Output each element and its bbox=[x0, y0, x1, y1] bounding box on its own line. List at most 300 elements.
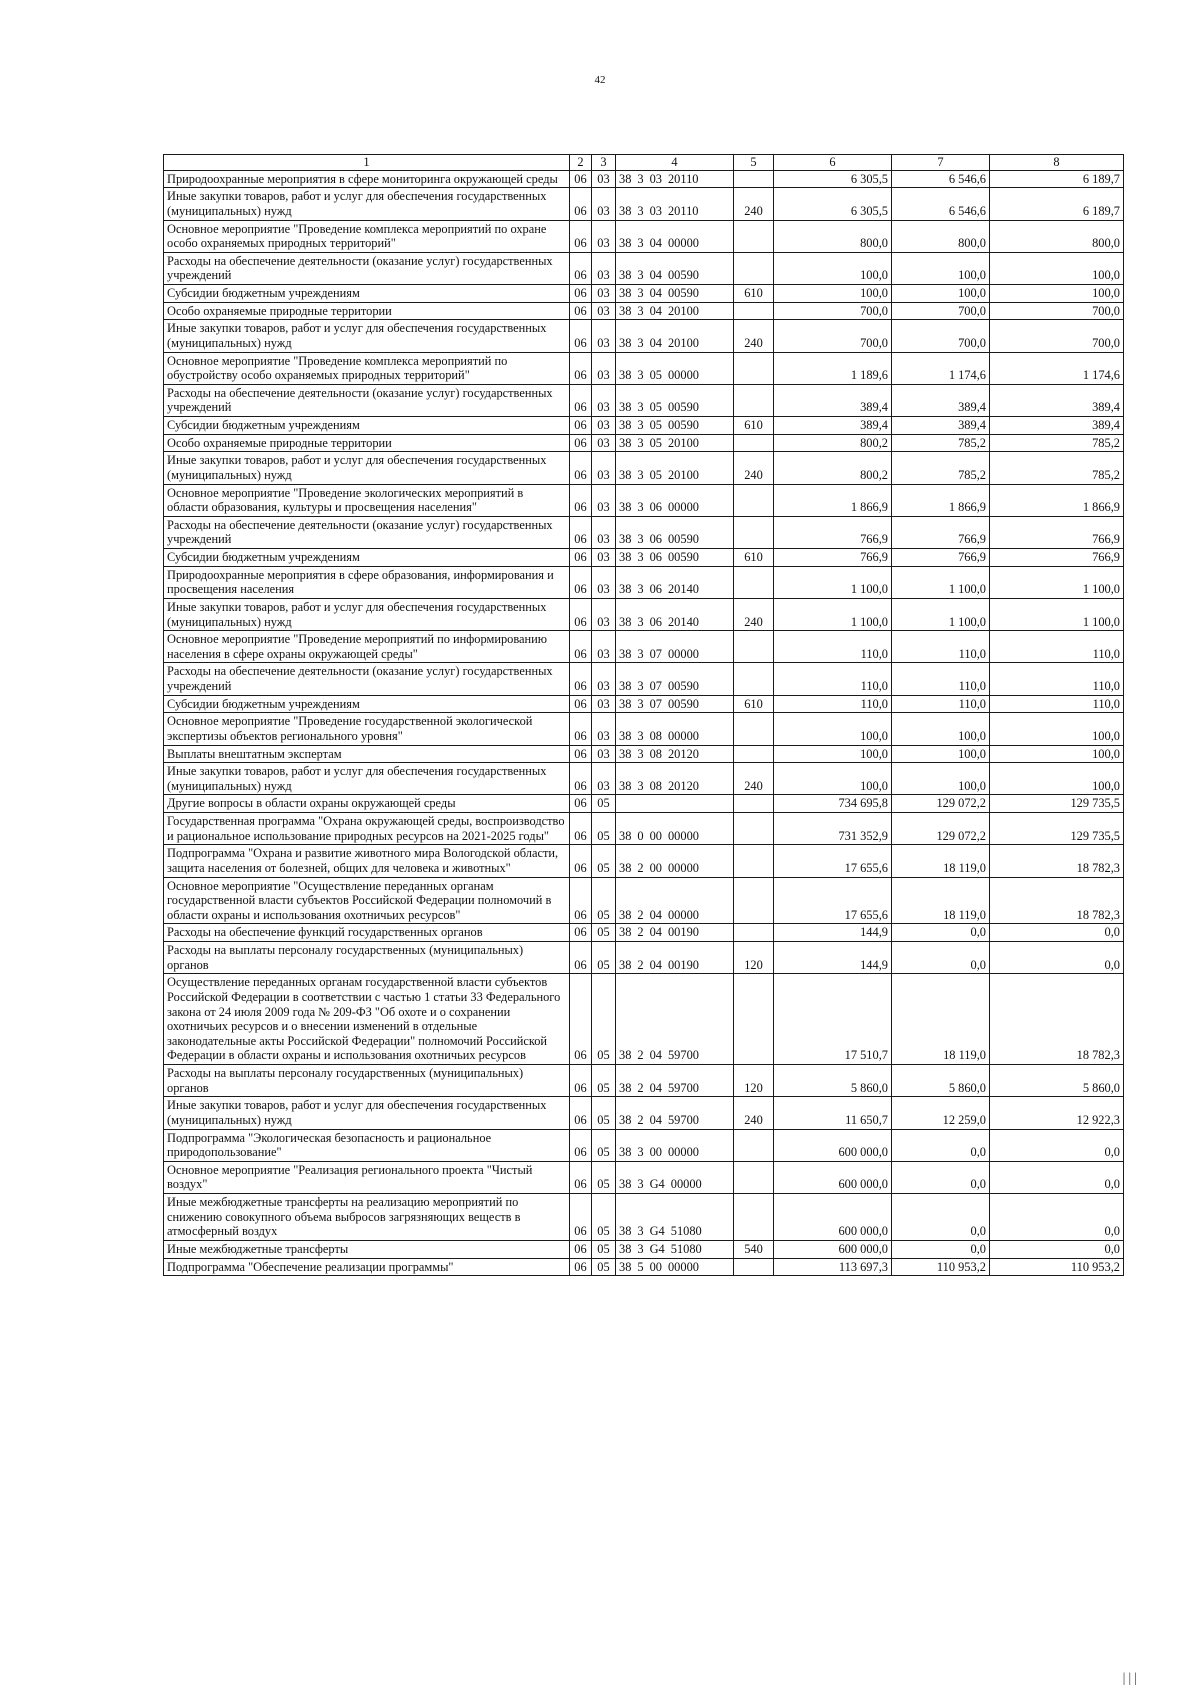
target-article-code bbox=[616, 974, 734, 1065]
csr-part: 3 bbox=[637, 679, 644, 693]
expense-type-code bbox=[734, 220, 774, 252]
csr-part: 00000 bbox=[667, 646, 699, 661]
expense-type-code bbox=[734, 302, 774, 320]
csr-part: 06 bbox=[649, 614, 662, 629]
csr-part: 00000 bbox=[667, 728, 699, 743]
amount-year-2: 1 866,9 bbox=[892, 484, 990, 516]
table-row bbox=[164, 1194, 1124, 1241]
row-name: Осуществление переданных органам государственной власти субъектов Российской Федерации в соответствии с частью 1 статьи 33 Федерального закона от 24 июля 2009 года № 209-ФЗ "Об охоте и о сохранении охотничьих ресурсов и о внесении изменений в отдельные законодательные акты Российской Федерации" полномочий Российской Федерации в области охраны и использования охотничьих ресурсов bbox=[164, 974, 570, 1065]
expense-type-code bbox=[734, 713, 774, 745]
section-code: 06 bbox=[570, 695, 592, 713]
csr-part: 38 bbox=[619, 907, 632, 922]
expense-type-code bbox=[734, 924, 774, 942]
scan-marks: ||| bbox=[1122, 1671, 1140, 1686]
csr-part: 06 bbox=[649, 582, 662, 597]
row-name: Подпрограмма "Экологическая безопасность и рациональное природопользование" bbox=[164, 1129, 570, 1161]
csr-part: 38 bbox=[619, 646, 632, 661]
amount-year-2: 1 174,6 bbox=[892, 352, 990, 384]
table-row bbox=[164, 1065, 1124, 1097]
section-code: 06 bbox=[570, 974, 592, 1065]
amount-year-2: 766,9 bbox=[892, 549, 990, 567]
row-name: Иные межбюджетные трансферты на реализацию мероприятий по снижению совокупного объема выбросов загрязняющих веществ в атмосферный воздух bbox=[164, 1194, 570, 1241]
section-code: 06 bbox=[570, 845, 592, 877]
csr-part: 3 bbox=[637, 1224, 644, 1239]
amount-year-3: 100,0 bbox=[990, 252, 1124, 284]
csr-part: 38 bbox=[619, 860, 632, 875]
table-row bbox=[164, 795, 1124, 813]
header-cell: 1 bbox=[164, 155, 570, 171]
amount-year-1: 600 000,0 bbox=[774, 1129, 892, 1161]
row-name: Основное мероприятие "Проведение комплекса мероприятий по обустройству особо охраняемых природных территорий" bbox=[164, 352, 570, 384]
amount-year-2: 129 072,2 bbox=[892, 795, 990, 813]
table-row bbox=[164, 845, 1124, 877]
csr-part: 3 bbox=[637, 418, 644, 432]
target-article-code bbox=[616, 384, 734, 416]
subsection-code: 05 bbox=[592, 1240, 616, 1258]
section-code: 06 bbox=[570, 452, 592, 484]
header-cell: 2 bbox=[570, 155, 592, 171]
amount-year-3: 0,0 bbox=[990, 1161, 1124, 1193]
target-article-code bbox=[616, 631, 734, 663]
subsection-code: 03 bbox=[592, 549, 616, 567]
target-article-code bbox=[616, 352, 734, 384]
csr-part: 08 bbox=[649, 778, 662, 793]
csr-part: 08 bbox=[649, 746, 662, 761]
csr-part: 38 bbox=[619, 1224, 632, 1239]
csr-part: 3 bbox=[637, 646, 644, 661]
csr-part: 51080 bbox=[670, 1224, 702, 1239]
amount-year-2: 100,0 bbox=[892, 252, 990, 284]
row-name: Иные закупки товаров, работ и услуг для обеспечения государственных (муниципальных) нужд bbox=[164, 598, 570, 630]
expense-type-code: 540 bbox=[734, 1240, 774, 1258]
csr-part: 3 bbox=[637, 614, 644, 629]
amount-year-1: 1 100,0 bbox=[774, 598, 892, 630]
csr-part: 07 bbox=[649, 646, 662, 661]
table-row bbox=[164, 516, 1124, 548]
budget-table bbox=[163, 154, 1124, 1276]
target-article-code bbox=[616, 320, 734, 352]
csr-part: 38 bbox=[619, 171, 632, 186]
amount-year-2: 6 546,6 bbox=[892, 170, 990, 188]
amount-year-2: 389,4 bbox=[892, 384, 990, 416]
csr-part: 38 bbox=[619, 1259, 632, 1274]
subsection-code: 03 bbox=[592, 285, 616, 303]
expense-type-code bbox=[734, 877, 774, 924]
csr-part: 38 bbox=[619, 1145, 632, 1160]
amount-year-2: 18 119,0 bbox=[892, 974, 990, 1065]
csr-part: 3 bbox=[637, 1177, 644, 1192]
table-row bbox=[164, 974, 1124, 1065]
csr-part: 38 bbox=[619, 335, 632, 350]
amount-year-1: 113 697,3 bbox=[774, 1258, 892, 1276]
csr-part: 00590 bbox=[667, 286, 699, 300]
csr-part: 20100 bbox=[667, 335, 699, 350]
amount-year-1: 800,2 bbox=[774, 434, 892, 452]
csr-part: 38 bbox=[619, 614, 632, 629]
amount-year-3: 1 100,0 bbox=[990, 566, 1124, 598]
subsection-code: 03 bbox=[592, 713, 616, 745]
expense-type-code bbox=[734, 663, 774, 695]
csr-part: 38 bbox=[619, 1112, 632, 1127]
csr-part: 38 bbox=[619, 532, 632, 547]
section-code: 06 bbox=[570, 1258, 592, 1276]
amount-year-3: 129 735,5 bbox=[990, 813, 1124, 845]
amount-year-3: 110,0 bbox=[990, 663, 1124, 695]
subsection-code: 03 bbox=[592, 484, 616, 516]
amount-year-2: 5 860,0 bbox=[892, 1065, 990, 1097]
subsection-code: 03 bbox=[592, 763, 616, 795]
target-article-code bbox=[616, 813, 734, 845]
csr-part: 3 bbox=[637, 500, 644, 515]
csr-part: 00000 bbox=[667, 368, 699, 383]
subsection-code: 03 bbox=[592, 516, 616, 548]
csr-part: 3 bbox=[637, 203, 644, 218]
row-name: Иные закупки товаров, работ и услуг для обеспечения государственных (муниципальных) нужд bbox=[164, 320, 570, 352]
amount-year-2: 1 100,0 bbox=[892, 566, 990, 598]
amount-year-2: 1 100,0 bbox=[892, 598, 990, 630]
subsection-code: 03 bbox=[592, 320, 616, 352]
table-row bbox=[164, 352, 1124, 384]
subsection-code: 05 bbox=[592, 1097, 616, 1129]
section-code: 06 bbox=[570, 188, 592, 220]
amount-year-1: 110,0 bbox=[774, 631, 892, 663]
amount-year-1: 110,0 bbox=[774, 695, 892, 713]
subsection-code: 03 bbox=[592, 598, 616, 630]
amount-year-2: 766,9 bbox=[892, 516, 990, 548]
csr-part: 38 bbox=[619, 236, 632, 251]
row-name: Подпрограмма "Обеспечение реализации программы" bbox=[164, 1258, 570, 1276]
subsection-code: 05 bbox=[592, 795, 616, 813]
csr-part: 3 bbox=[637, 368, 644, 383]
expense-type-code bbox=[734, 745, 774, 763]
amount-year-1: 1 866,9 bbox=[774, 484, 892, 516]
table-row bbox=[164, 1258, 1124, 1276]
table-row bbox=[164, 813, 1124, 845]
amount-year-2: 0,0 bbox=[892, 1129, 990, 1161]
csr-part: 00590 bbox=[667, 268, 699, 283]
amount-year-2: 100,0 bbox=[892, 713, 990, 745]
row-name: Другие вопросы в области охраны окружающей среды bbox=[164, 795, 570, 813]
expense-type-code bbox=[734, 1258, 774, 1276]
row-name: Субсидии бюджетным учреждениям bbox=[164, 695, 570, 713]
row-name: Иные закупки товаров, работ и услуг для обеспечения государственных (муниципальных) нужд bbox=[164, 1097, 570, 1129]
amount-year-3: 100,0 bbox=[990, 763, 1124, 795]
expense-type-code: 120 bbox=[734, 942, 774, 974]
target-article-code bbox=[616, 845, 734, 877]
csr-part: 00000 bbox=[670, 1177, 702, 1192]
section-code: 06 bbox=[570, 1065, 592, 1097]
amount-year-3: 100,0 bbox=[990, 745, 1124, 763]
amount-year-3: 6 189,7 bbox=[990, 170, 1124, 188]
csr-part: 38 bbox=[619, 696, 632, 711]
amount-year-1: 800,2 bbox=[774, 452, 892, 484]
amount-year-1: 389,4 bbox=[774, 384, 892, 416]
amount-year-2: 785,2 bbox=[892, 434, 990, 452]
amount-year-3: 129 735,5 bbox=[990, 795, 1124, 813]
csr-part: 3 bbox=[637, 728, 644, 743]
section-code: 06 bbox=[570, 252, 592, 284]
target-article-code bbox=[616, 695, 734, 713]
amount-year-1: 144,9 bbox=[774, 942, 892, 974]
csr-part: 00000 bbox=[667, 1259, 699, 1274]
section-code: 06 bbox=[570, 763, 592, 795]
csr-part: 20140 bbox=[667, 614, 699, 629]
section-code: 06 bbox=[570, 170, 592, 188]
csr-part: 3 bbox=[637, 268, 644, 283]
section-code: 06 bbox=[570, 924, 592, 942]
csr-part: 04 bbox=[649, 907, 662, 922]
amount-year-2: 0,0 bbox=[892, 924, 990, 942]
expense-type-code bbox=[734, 795, 774, 813]
amount-year-3: 18 782,3 bbox=[990, 845, 1124, 877]
row-name: Расходы на обеспечение функций государственных органов bbox=[164, 924, 570, 942]
amount-year-1: 600 000,0 bbox=[774, 1194, 892, 1241]
csr-part: 20120 bbox=[667, 746, 699, 761]
amount-year-1: 731 352,9 bbox=[774, 813, 892, 845]
section-code: 06 bbox=[570, 1097, 592, 1129]
expense-type-code bbox=[734, 434, 774, 452]
amount-year-3: 0,0 bbox=[990, 942, 1124, 974]
table-row bbox=[164, 170, 1124, 188]
target-article-code bbox=[616, 417, 734, 435]
amount-year-1: 766,9 bbox=[774, 516, 892, 548]
csr-part: 00590 bbox=[667, 696, 699, 711]
subsection-code: 03 bbox=[592, 434, 616, 452]
csr-part: 38 bbox=[619, 435, 632, 450]
row-name: Основное мероприятие "Реализация регионального проекта "Чистый воздух" bbox=[164, 1161, 570, 1193]
subsection-code: 05 bbox=[592, 1161, 616, 1193]
table-row bbox=[164, 763, 1124, 795]
subsection-code: 03 bbox=[592, 745, 616, 763]
section-code: 06 bbox=[570, 417, 592, 435]
csr-part: 04 bbox=[649, 236, 662, 251]
target-article-code bbox=[616, 1240, 734, 1258]
section-code: 06 bbox=[570, 813, 592, 845]
expense-type-code bbox=[734, 566, 774, 598]
amount-year-1: 6 305,5 bbox=[774, 188, 892, 220]
row-name: Основное мероприятие "Проведение государственной экологической экспертизы объектов регионального уровня" bbox=[164, 713, 570, 745]
csr-part: 38 bbox=[619, 1241, 632, 1256]
csr-part: 38 bbox=[619, 467, 632, 482]
table-row bbox=[164, 942, 1124, 974]
amount-year-1: 100,0 bbox=[774, 252, 892, 284]
amount-year-1: 600 000,0 bbox=[774, 1161, 892, 1193]
row-name: Подпрограмма "Охрана и развитие животного мира Вологодской области, защита населения от болезней, общих для человека и животных" bbox=[164, 845, 570, 877]
section-code: 06 bbox=[570, 352, 592, 384]
amount-year-2: 12 259,0 bbox=[892, 1097, 990, 1129]
subsection-code: 03 bbox=[592, 631, 616, 663]
amount-year-3: 1 100,0 bbox=[990, 598, 1124, 630]
csr-part: 3 bbox=[637, 236, 644, 251]
target-article-code bbox=[616, 188, 734, 220]
target-article-code bbox=[616, 1129, 734, 1161]
expense-type-code bbox=[734, 516, 774, 548]
amount-year-3: 0,0 bbox=[990, 1240, 1124, 1258]
subsection-code: 05 bbox=[592, 845, 616, 877]
csr-part: 3 bbox=[637, 532, 644, 547]
csr-part: 00590 bbox=[667, 550, 699, 564]
csr-part: 20140 bbox=[667, 582, 699, 597]
expense-type-code bbox=[734, 1129, 774, 1161]
row-name: Расходы на выплаты персоналу государственных (муниципальных) органов bbox=[164, 942, 570, 974]
table-row bbox=[164, 1129, 1124, 1161]
csr-part: 00000 bbox=[667, 860, 699, 875]
csr-part: 00 bbox=[649, 860, 662, 875]
section-code: 06 bbox=[570, 220, 592, 252]
amount-year-2: 700,0 bbox=[892, 302, 990, 320]
subsection-code: 05 bbox=[592, 877, 616, 924]
csr-part: 04 bbox=[649, 303, 662, 318]
target-article-code bbox=[616, 663, 734, 695]
target-article-code bbox=[616, 484, 734, 516]
csr-part: 3 bbox=[637, 467, 644, 482]
csr-part: 04 bbox=[649, 957, 662, 972]
section-code: 06 bbox=[570, 285, 592, 303]
expense-type-code bbox=[734, 813, 774, 845]
table-row bbox=[164, 663, 1124, 695]
amount-year-1: 100,0 bbox=[774, 285, 892, 303]
row-name: Природоохранные мероприятия в сфере образования, информирования и просвещения населения bbox=[164, 566, 570, 598]
csr-part: 38 bbox=[619, 728, 632, 743]
row-name: Государственная программа "Охрана окружающей среды, воспроизводство и рациональное использование природных ресурсов на 2021-2025 годы" bbox=[164, 813, 570, 845]
table-row bbox=[164, 745, 1124, 763]
csr-part: 3 bbox=[637, 286, 644, 300]
header-cell: 3 bbox=[592, 155, 616, 171]
amount-year-2: 110,0 bbox=[892, 631, 990, 663]
amount-year-2: 785,2 bbox=[892, 452, 990, 484]
header-cell: 8 bbox=[990, 155, 1124, 171]
expense-type-code bbox=[734, 352, 774, 384]
table-row bbox=[164, 566, 1124, 598]
expense-type-code: 240 bbox=[734, 320, 774, 352]
section-code: 06 bbox=[570, 516, 592, 548]
expense-type-code: 610 bbox=[734, 695, 774, 713]
csr-part: 2 bbox=[637, 907, 644, 922]
csr-part: 20100 bbox=[667, 303, 699, 318]
subsection-code: 03 bbox=[592, 188, 616, 220]
csr-part: 59700 bbox=[667, 1112, 699, 1127]
amount-year-3: 100,0 bbox=[990, 713, 1124, 745]
header-cell: 7 bbox=[892, 155, 990, 171]
table-header-row bbox=[164, 155, 1124, 171]
csr-part: 38 bbox=[619, 286, 632, 300]
section-code: 06 bbox=[570, 484, 592, 516]
amount-year-2: 100,0 bbox=[892, 285, 990, 303]
table-row bbox=[164, 417, 1124, 435]
target-article-code bbox=[616, 252, 734, 284]
table-row bbox=[164, 631, 1124, 663]
row-name: Расходы на обеспечение деятельности (оказание услуг) государственных учреждений bbox=[164, 384, 570, 416]
csr-part: 3 bbox=[637, 400, 644, 415]
amount-year-2: 6 546,6 bbox=[892, 188, 990, 220]
expense-type-code bbox=[734, 1161, 774, 1193]
section-code: 06 bbox=[570, 1240, 592, 1258]
amount-year-1: 1 100,0 bbox=[774, 566, 892, 598]
csr-part: 04 bbox=[649, 925, 662, 940]
subsection-code: 03 bbox=[592, 302, 616, 320]
target-article-code bbox=[616, 763, 734, 795]
csr-part: 38 bbox=[619, 582, 632, 597]
table-row bbox=[164, 434, 1124, 452]
target-article-code bbox=[616, 220, 734, 252]
csr-part: 04 bbox=[649, 1112, 662, 1127]
csr-part: 3 bbox=[637, 778, 644, 793]
row-name: Расходы на обеспечение деятельности (оказание услуг) государственных учреждений bbox=[164, 252, 570, 284]
csr-part: 00 bbox=[649, 1259, 662, 1274]
section-code: 06 bbox=[570, 745, 592, 763]
csr-part: 04 bbox=[649, 1048, 662, 1063]
amount-year-1: 17 655,6 bbox=[774, 845, 892, 877]
amount-year-3: 6 189,7 bbox=[990, 188, 1124, 220]
amount-year-2: 129 072,2 bbox=[892, 813, 990, 845]
section-code: 06 bbox=[570, 877, 592, 924]
table-row bbox=[164, 1161, 1124, 1193]
section-code: 06 bbox=[570, 1129, 592, 1161]
section-code: 06 bbox=[570, 566, 592, 598]
amount-year-1: 800,0 bbox=[774, 220, 892, 252]
section-code: 06 bbox=[570, 384, 592, 416]
section-code: 06 bbox=[570, 320, 592, 352]
subsection-code: 03 bbox=[592, 384, 616, 416]
row-name: Выплаты внештатным экспертам bbox=[164, 745, 570, 763]
table-row bbox=[164, 320, 1124, 352]
amount-year-1: 110,0 bbox=[774, 663, 892, 695]
row-name: Основное мероприятие "Осуществление переданных органам государственной власти субъектов Российской Федерации полномочий в области охраны и использования охотничьих ресурсов" bbox=[164, 877, 570, 924]
target-article-code bbox=[616, 942, 734, 974]
amount-year-1: 17 655,6 bbox=[774, 877, 892, 924]
row-name: Особо охраняемые природные территории bbox=[164, 302, 570, 320]
csr-part: 00590 bbox=[667, 679, 699, 693]
csr-part: 38 bbox=[619, 550, 632, 564]
csr-part: 3 bbox=[637, 303, 644, 318]
subsection-code: 05 bbox=[592, 1258, 616, 1276]
table-row bbox=[164, 484, 1124, 516]
target-article-code bbox=[616, 924, 734, 942]
csr-part: 20100 bbox=[667, 467, 699, 482]
amount-year-1: 100,0 bbox=[774, 745, 892, 763]
amount-year-3: 12 922,3 bbox=[990, 1097, 1124, 1129]
expense-type-code: 240 bbox=[734, 598, 774, 630]
row-name: Субсидии бюджетным учреждениям bbox=[164, 417, 570, 435]
csr-part: 3 bbox=[637, 1145, 644, 1160]
amount-year-3: 0,0 bbox=[990, 924, 1124, 942]
amount-year-3: 0,0 bbox=[990, 1194, 1124, 1241]
table-row bbox=[164, 384, 1124, 416]
amount-year-1: 17 510,7 bbox=[774, 974, 892, 1065]
csr-part: 07 bbox=[649, 679, 662, 693]
csr-part: 2 bbox=[637, 957, 644, 972]
amount-year-2: 110 953,2 bbox=[892, 1258, 990, 1276]
section-code: 06 bbox=[570, 631, 592, 663]
csr-part: 00590 bbox=[667, 532, 699, 547]
amount-year-3: 700,0 bbox=[990, 320, 1124, 352]
amount-year-3: 100,0 bbox=[990, 285, 1124, 303]
amount-year-2: 100,0 bbox=[892, 763, 990, 795]
csr-part: 0 bbox=[637, 828, 644, 843]
csr-part: 08 bbox=[649, 728, 662, 743]
target-article-code bbox=[616, 1194, 734, 1241]
expense-type-code bbox=[734, 252, 774, 284]
amount-year-3: 0,0 bbox=[990, 1129, 1124, 1161]
amount-year-3: 18 782,3 bbox=[990, 877, 1124, 924]
csr-part: 00190 bbox=[667, 957, 699, 972]
csr-part: 38 bbox=[619, 268, 632, 283]
amount-year-2: 389,4 bbox=[892, 417, 990, 435]
subsection-code: 03 bbox=[592, 252, 616, 284]
amount-year-2: 100,0 bbox=[892, 745, 990, 763]
subsection-code: 03 bbox=[592, 170, 616, 188]
amount-year-1: 1 189,6 bbox=[774, 352, 892, 384]
